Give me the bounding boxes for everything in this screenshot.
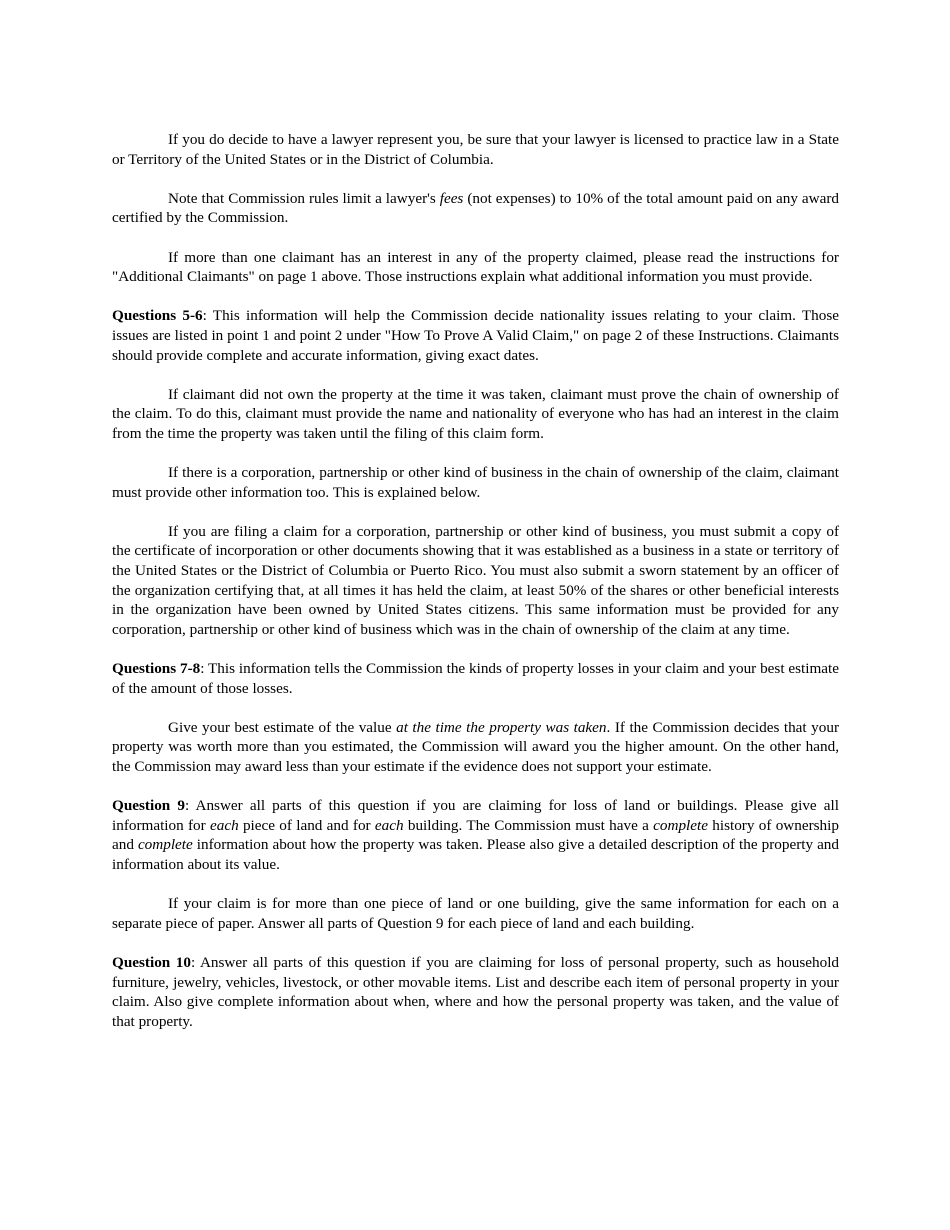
additional-claimants-paragraph: If more than one claimant has an interest in any of the property claimed, please read the instructions for "Additional Claimants" on page 1 above. Those instructions explain what additional information you must provide. <box>112 248 839 286</box>
value-estimate-paragraph <box>112 718 839 777</box>
question-10-paragraph <box>112 953 839 1031</box>
multiple-land-paragraph: If your claim is for more than one piece of land or one building, give the same information for each on a separate piece of paper. Answer all parts of Question 9 for each piece of land and each building. <box>112 895 839 932</box>
estimate-text-before: Give your best estimate of the value <box>168 718 397 736</box>
fees-text-after: (not expenses) to 10% of the total amount paid on any award certified by the Commission. <box>112 189 839 227</box>
fees-text-before: Note that Commission rules limit a lawyer's <box>168 189 440 207</box>
questions-7-8-paragraph <box>112 659 839 698</box>
questions-7-8-label: Questions 7-8 <box>112 660 201 678</box>
questions-5-6-label: Questions 5-6 <box>112 307 203 325</box>
question-9-paragraph <box>112 796 839 874</box>
fees-emphasis: fees <box>439 189 464 207</box>
question-9-text-3: building. The Commission must have a <box>403 816 654 834</box>
lawyer-license-paragraph: If you do decide to have a lawyer represent you, be sure that your lawyer is licensed to practice law in a State or Territory of the United States or in the District of Columbia. <box>112 131 839 168</box>
question-9-text-4: history of ownership and <box>112 816 839 854</box>
questions-5-6-paragraph <box>112 306 839 365</box>
chain-of-ownership-paragraph: If claimant did not own the property at the time it was taken, claimant must prove the chain of ownership of the claim. To do this, claimant must provide the name and nationality of everyone who has had an interest in the claim from the time the property was taken until the filing of this claim form. <box>112 385 839 442</box>
corporation-claim-paragraph: If you are filing a claim for a corporation, partnership or other kind of business, you must submit a copy of the certificate of incorporation or other documents showing that it was established as a business in a state or territory of the United States or the District of Columbia or Puerto Rico. You must also submit a sworn statement by an officer of the organization certifying that, at all times it has held the claim, at least 50% of the shares or other beneficial interests in the organization have been owned by United States citizens. This same information must be provided for any corporation, partnership or other kind of business which was in the chain of ownership of the claim at any time. <box>112 522 839 638</box>
question-9-emphasis-2: each <box>374 816 404 834</box>
lawyer-fees-paragraph <box>112 189 839 228</box>
question-9-emphasis-3: complete <box>653 816 708 834</box>
question-9-text-1: : Answer all parts of this question if you are claiming for loss of land or buildings. Please give all information for <box>112 797 839 834</box>
instructions-page <box>112 130 839 1051</box>
question-9-emphasis-1: each <box>210 816 239 834</box>
question-9-label: Question 9 <box>112 797 185 815</box>
question-10-text: : Answer all parts of this question if you are claiming for loss of personal property, such as household furniture, jewelry, vehicles, livestock, or other movable items. List and describe each item of personal property in your claim. Also give complete information about when, where and how the personal property was taken, and the value of that property. <box>112 953 840 1030</box>
estimate-text-after: . If the Commission decides that your property was worth more than you estimated, the Commission will award you the higher amount. On the other hand, the Commission may award less than your estimate if the evidence does not support your estimate. <box>112 718 839 775</box>
business-chain-paragraph: If there is a corporation, partnership or other kind of business in the chain of ownership of the claim, claimant must provide other information too. This is explained below. <box>112 464 839 501</box>
question-9-text-5: information about how the property was taken. Please also give a detailed description of the property and information about its value. <box>112 836 839 873</box>
estimate-emphasis: at the time the property was taken <box>396 718 607 736</box>
questions-5-6-text: : This information will help the Commission decide nationality issues relating to your claim. Those issues are listed in point 1 and point 2 under "How To Prove A Valid Claim," on page 2 of these Instructions. Claimants should provide complete and accurate information, giving exact dates. <box>112 307 839 364</box>
question-10-label: Question 10 <box>112 953 191 971</box>
question-9-emphasis-4: complete <box>137 836 193 854</box>
question-9-text-2: piece of land and for <box>238 816 375 834</box>
questions-7-8-text: : This information tells the Commission the kinds of property losses in your claim and your best estimate of the amount of those losses. <box>112 660 839 697</box>
